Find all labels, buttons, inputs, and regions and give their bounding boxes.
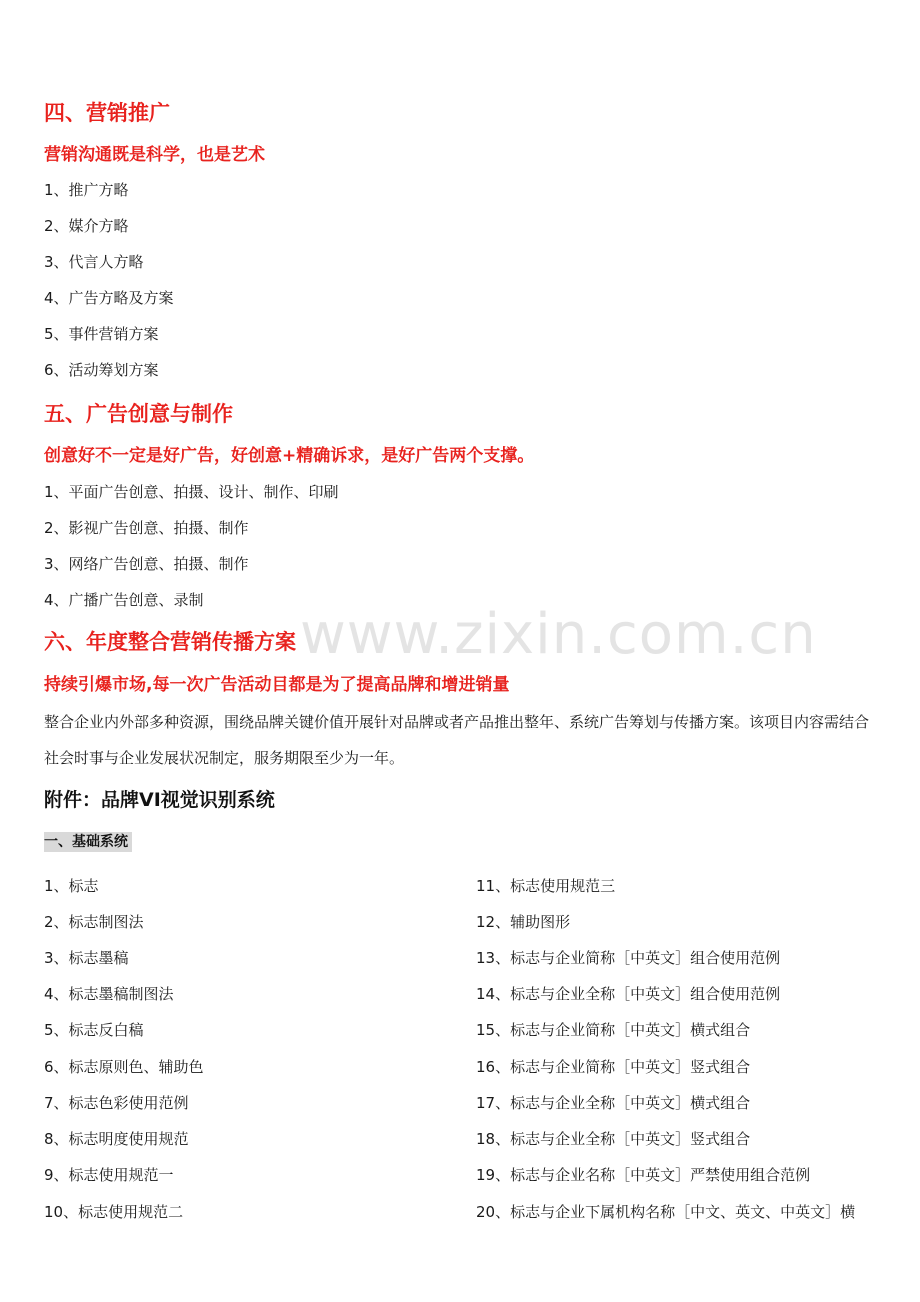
section5-title: 五、广告创意与制作: [44, 402, 233, 426]
section4-title: 四、营销推广: [44, 101, 170, 125]
appendix-subsection-heading: 一、基础系统: [44, 832, 132, 852]
list-item: 4、广告方略及方案: [44, 289, 174, 307]
list-item: 7、标志色彩使用范例: [44, 1094, 189, 1112]
list-item: 16、标志与企业简称［中英文］竖式组合: [476, 1058, 751, 1076]
list-item: 18、标志与企业全称［中英文］竖式组合: [476, 1130, 751, 1148]
list-item: 3、网络广告创意、拍摄、制作: [44, 555, 249, 573]
list-item: 1、推广方略: [44, 181, 129, 199]
section6-paragraph: 整合企业内外部多种资源，围绕品牌关键价值开展针对品牌或者产品推出整年、系统广告筹划与传播方案。该项目内容需结合社会时事与企业发展状况制定，服务期限至少为一年。: [44, 713, 870, 767]
list-item: 12、辅助图形: [476, 913, 571, 931]
list-item: 20、标志与企业下属机构名称［中文、英文、中英文］横: [476, 1203, 856, 1221]
list-item: 5、标志反白稿: [44, 1021, 144, 1039]
section5-subtitle: 创意好不一定是好广告，好创意+精确诉求，是好广告两个支撑。: [44, 446, 535, 466]
list-item: 14、标志与企业全称［中英文］组合使用范例: [476, 985, 781, 1003]
list-item: 3、标志墨稿: [44, 949, 129, 967]
list-item: 4、标志墨稿制图法: [44, 985, 174, 1003]
watermark: www.zixin.com.cn: [300, 602, 817, 667]
list-item: 2、媒介方略: [44, 217, 129, 235]
list-item: 11、标志使用规范三: [476, 877, 616, 895]
list-item: 10、标志使用规范二: [44, 1203, 184, 1221]
list-item: 15、标志与企业简称［中英文］横式组合: [476, 1021, 751, 1039]
list-item: 13、标志与企业简称［中英文］组合使用范例: [476, 949, 781, 967]
list-item: 5、事件营销方案: [44, 325, 159, 343]
section6-title: 六、年度整合营销传播方案: [44, 630, 296, 654]
list-item: 19、标志与企业名称［中英文］严禁使用组合范例: [476, 1166, 811, 1184]
list-item: 9、标志使用规范一: [44, 1166, 174, 1184]
section6-subtitle: 持续引爆市场,每一次广告活动目都是为了提高品牌和增进销量: [44, 675, 510, 695]
list-item: 6、活动筹划方案: [44, 361, 159, 379]
list-item: 8、标志明度使用规范: [44, 1130, 189, 1148]
list-item: 3、代言人方略: [44, 253, 144, 271]
list-item: 17、标志与企业全称［中英文］横式组合: [476, 1094, 751, 1112]
list-item: 2、标志制图法: [44, 913, 144, 931]
appendix-title: 附件：品牌VI视觉识别系统: [44, 789, 275, 811]
list-item: 2、影视广告创意、拍摄、制作: [44, 519, 249, 537]
list-item: 4、广播广告创意、录制: [44, 591, 204, 609]
list-item: 1、平面广告创意、拍摄、设计、制作、印刷: [44, 483, 339, 501]
list-item: 6、标志原则色、辅助色: [44, 1058, 204, 1076]
list-item: 1、标志: [44, 877, 99, 895]
section4-subtitle: 营销沟通既是科学，也是艺术: [44, 145, 265, 165]
